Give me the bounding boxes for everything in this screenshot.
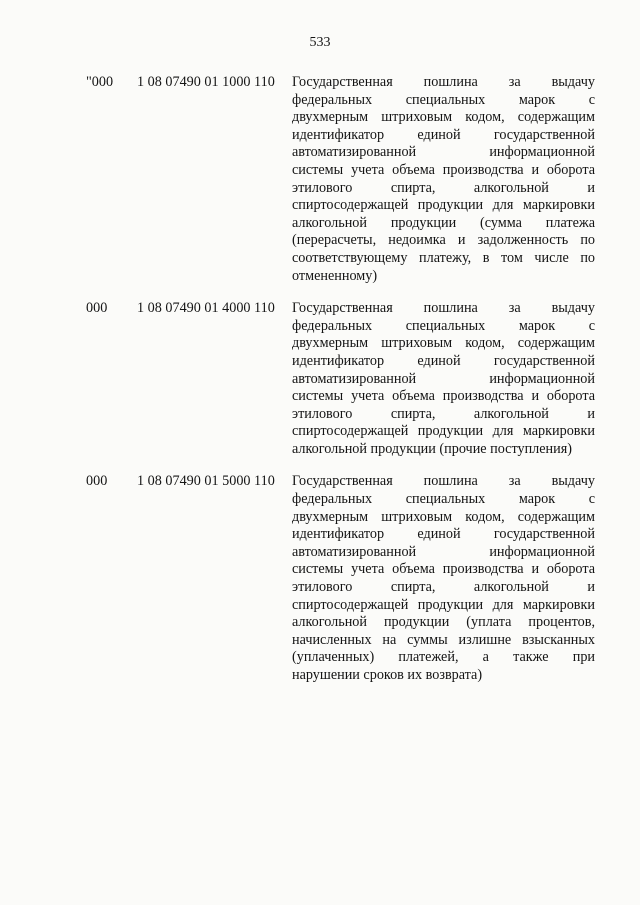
description-line: алкогольной продукции (прочие поступления) xyxy=(292,440,572,457)
description-line: спиртосодержащей продукции для маркировки xyxy=(292,197,595,214)
description-line: Государственная пошлина за выдачу xyxy=(292,74,595,90)
description-line: этилового спирта, алкогольной и xyxy=(292,579,595,596)
description-line: системы учета объема производства и оборота xyxy=(292,388,595,405)
description-line: соответствующему платежу, в том числе по xyxy=(292,249,595,266)
description-line: алкогольной продукции (сумма платежа xyxy=(292,214,595,231)
table-row xyxy=(0,300,640,458)
description-line: алкогольной продукции (уплата процентов, xyxy=(292,614,595,631)
description-line: двухмерным штриховым кодом, содержащим xyxy=(292,508,595,525)
table-row xyxy=(0,473,640,684)
description-line: (перерасчеты, недоимка и задолженность по xyxy=(292,232,595,249)
description-line: (уплаченных) платежей, а также при xyxy=(292,649,595,666)
description-line: автоматизированной информационной xyxy=(292,370,595,387)
revenue-description xyxy=(292,473,595,684)
description-line: системы учета объема производства и оборота xyxy=(292,561,595,578)
administrator-code: 000 xyxy=(86,473,108,490)
code-table xyxy=(0,74,640,700)
description-line: идентификатор единой государственной xyxy=(292,352,595,369)
description-line: двухмерным штриховым кодом, содержащим xyxy=(292,109,595,126)
description-line: нарушении сроков их возврата) xyxy=(292,667,483,683)
description-line: этилового спирта, алкогольной и xyxy=(292,405,595,422)
description-line: Государственная пошлина за выдачу xyxy=(292,300,595,317)
description-line: системы учета объема производства и оборота xyxy=(292,161,595,178)
administrator-code: 000 xyxy=(86,300,108,317)
description-line: двухмерным штриховым кодом, содержащим xyxy=(292,335,595,352)
description-line: спиртосодержащей продукции для маркировки xyxy=(292,596,595,613)
description-line: отмененному) xyxy=(292,267,378,284)
description-line: Государственная пошлина за выдачу xyxy=(292,473,595,490)
description-line: федеральных специальных марок с xyxy=(292,491,595,508)
revenue-description xyxy=(292,74,595,285)
page-number: 533 xyxy=(309,35,331,50)
budget-classification-code: 1 08 07490 01 4000 110 xyxy=(137,300,275,317)
description-line: федеральных специальных марок с xyxy=(292,317,595,334)
description-line: начисленных на суммы излишне взысканных xyxy=(292,631,595,648)
revenue-description xyxy=(292,300,595,458)
budget-classification-code: 1 08 07490 01 1000 110 xyxy=(137,74,275,90)
description-line: федеральных специальных марок с xyxy=(292,91,595,108)
table-row xyxy=(0,74,640,285)
budget-classification-code: 1 08 07490 01 5000 110 xyxy=(137,473,275,490)
description-line: автоматизированной информационной xyxy=(292,144,595,161)
administrator-code: "000 xyxy=(86,74,114,90)
description-line: идентификатор единой государственной xyxy=(292,526,595,543)
description-line: идентификатор единой государственной xyxy=(292,126,595,143)
description-line: автоматизированной информационной xyxy=(292,543,595,560)
description-line: спиртосодержащей продукции для маркировки xyxy=(292,423,595,440)
description-line: этилового спирта, алкогольной и xyxy=(292,179,595,196)
